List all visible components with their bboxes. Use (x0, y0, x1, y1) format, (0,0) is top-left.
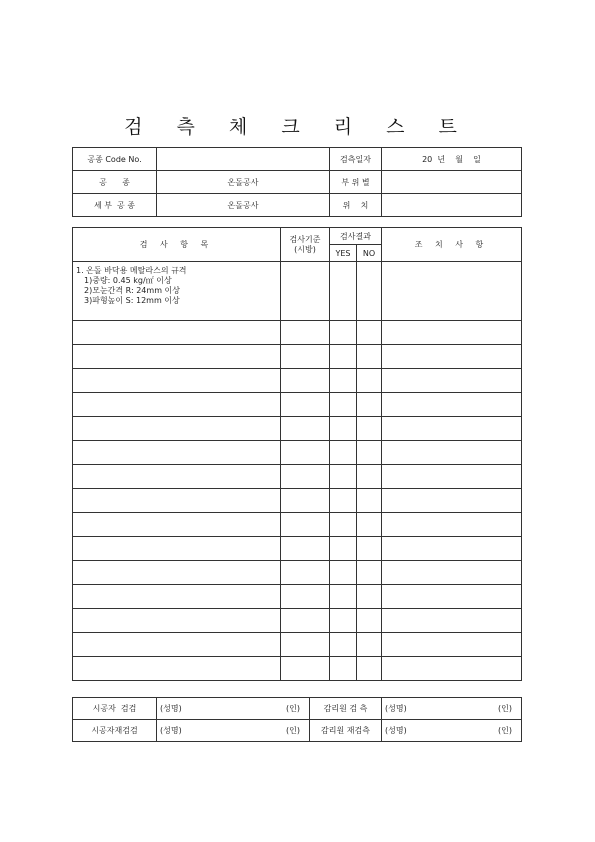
no-cell[interactable] (357, 585, 382, 609)
checklist-table (72, 227, 522, 681)
checklist-row (73, 465, 522, 489)
item-line: 1)중량: 0.45 kg/㎡ 이상 (84, 276, 172, 285)
no-cell[interactable] (357, 561, 382, 585)
yes-cell[interactable] (330, 633, 357, 657)
item-line: 3)파형높이 S: 12mm 이상 (84, 296, 180, 305)
yes-cell[interactable] (330, 441, 357, 465)
supervisor-resign-field[interactable] (382, 720, 522, 742)
standard-cell[interactable] (281, 465, 330, 489)
position-label: 위 치 (330, 194, 382, 217)
item-cell[interactable] (73, 465, 281, 489)
checklist-row (73, 321, 522, 345)
standard-header: 검사기준 (시방) (281, 228, 330, 262)
info-row-code (73, 148, 522, 171)
action-cell[interactable] (382, 369, 522, 393)
item-cell[interactable] (73, 321, 281, 345)
no-cell[interactable] (357, 513, 382, 537)
name-label: (성명) (385, 726, 407, 735)
seal-label: (인) (286, 726, 300, 735)
checklist-row (73, 657, 522, 681)
no-cell[interactable] (357, 393, 382, 417)
item-cell[interactable] (73, 585, 281, 609)
action-header: 조 치 사 항 (382, 228, 522, 262)
action-cell[interactable] (382, 465, 522, 489)
name-label: (성명) (160, 704, 182, 713)
item-cell[interactable] (73, 441, 281, 465)
name-label: (성명) (385, 704, 407, 713)
standard-cell[interactable] (281, 417, 330, 441)
yes-cell[interactable] (330, 609, 357, 633)
checklist-row (73, 561, 522, 585)
contractor-inspect-label: 시공자 검검 (73, 698, 157, 720)
yes-cell[interactable] (330, 417, 357, 441)
action-cell[interactable] (382, 489, 522, 513)
no-cell[interactable] (357, 609, 382, 633)
no-cell[interactable] (357, 657, 382, 681)
no-cell[interactable] (357, 537, 382, 561)
signature-table (72, 697, 522, 742)
standard-cell[interactable] (281, 262, 330, 321)
trade-label: 공 종 (73, 171, 157, 194)
yes-cell[interactable] (330, 262, 357, 321)
item-cell (73, 262, 281, 321)
checklist-row (73, 417, 522, 441)
info-table (72, 147, 522, 217)
item-title: 1. 온돌 바닥용 메탈라스의 규격 (76, 266, 187, 275)
checklist-row (73, 633, 522, 657)
action-cell[interactable] (382, 441, 522, 465)
item-cell[interactable] (73, 609, 281, 633)
date-label: 검측일자 (330, 148, 382, 171)
no-cell[interactable] (357, 465, 382, 489)
action-cell[interactable] (382, 417, 522, 441)
item-cell[interactable] (73, 489, 281, 513)
checklist-row (73, 585, 522, 609)
trade-field[interactable]: 온돌공사 (157, 171, 330, 194)
standard-cell[interactable] (281, 393, 330, 417)
action-cell[interactable] (382, 585, 522, 609)
action-cell[interactable] (382, 345, 522, 369)
item-cell[interactable] (73, 657, 281, 681)
action-cell[interactable] (382, 393, 522, 417)
item-cell[interactable] (73, 345, 281, 369)
no-cell[interactable] (357, 262, 382, 321)
standard-cell[interactable] (281, 489, 330, 513)
action-cell[interactable] (382, 321, 522, 345)
location-label: 부 위 별 (330, 171, 382, 194)
standard-cell[interactable] (281, 369, 330, 393)
page-title: 검 측 체 크 리 스 트 (124, 116, 471, 138)
yes-header: YES (330, 245, 357, 262)
item-cell[interactable] (73, 513, 281, 537)
action-cell[interactable] (382, 537, 522, 561)
checklist-row (73, 393, 522, 417)
action-cell[interactable] (382, 513, 522, 537)
subtrade-field[interactable]: 온돌공사 (157, 194, 330, 217)
no-cell[interactable] (357, 369, 382, 393)
yes-cell[interactable] (330, 393, 357, 417)
action-cell[interactable] (382, 561, 522, 585)
supervisor-sign-field[interactable] (382, 698, 522, 720)
item-cell[interactable] (73, 369, 281, 393)
action-cell[interactable] (382, 609, 522, 633)
yes-cell[interactable] (330, 657, 357, 681)
checklist-row (73, 441, 522, 465)
code-field[interactable] (157, 148, 330, 171)
yes-cell[interactable] (330, 489, 357, 513)
no-cell[interactable] (357, 441, 382, 465)
name-label: (성명) (160, 726, 182, 735)
yes-cell[interactable] (330, 345, 357, 369)
checklist-row (73, 489, 522, 513)
standard-cell[interactable] (281, 633, 330, 657)
no-cell[interactable] (357, 345, 382, 369)
signature-row (73, 720, 522, 742)
yes-cell[interactable] (330, 321, 357, 345)
contractor-resign-field[interactable] (157, 720, 310, 742)
standard-cell[interactable] (281, 321, 330, 345)
item-cell[interactable] (73, 417, 281, 441)
no-cell[interactable] (357, 633, 382, 657)
code-label: 공종 Code No. (73, 148, 157, 171)
standard-cell[interactable] (281, 345, 330, 369)
no-cell[interactable] (357, 321, 382, 345)
no-cell[interactable] (357, 489, 382, 513)
checklist-row (73, 609, 522, 633)
standard-cell[interactable] (281, 585, 330, 609)
item-cell[interactable] (73, 393, 281, 417)
checklist-row (73, 345, 522, 369)
supervisor-inspect-label: 감리원 검 측 (310, 698, 382, 720)
standard-cell[interactable] (281, 513, 330, 537)
checklist-row (73, 262, 522, 321)
seal-label: (인) (498, 726, 512, 735)
action-cell[interactable] (382, 262, 522, 321)
checklist-header-row (73, 228, 522, 245)
standard-cell[interactable] (281, 561, 330, 585)
location-field[interactable] (382, 171, 522, 194)
item-cell[interactable] (73, 633, 281, 657)
yes-cell[interactable] (330, 561, 357, 585)
info-row-trade (73, 171, 522, 194)
signature-row (73, 698, 522, 720)
items-header: 검 사 항 목 (73, 228, 281, 262)
seal-label: (인) (498, 704, 512, 713)
result-header: 검사결과 (330, 228, 382, 245)
action-cell[interactable] (382, 657, 522, 681)
date-field[interactable]: 20 년 월 일 (382, 148, 522, 171)
item-line: 2)모눈간격 R: 24mm 이상 (84, 286, 180, 295)
checklist-row (73, 537, 522, 561)
standard-cell[interactable] (281, 441, 330, 465)
yes-cell[interactable] (330, 585, 357, 609)
checklist-row (73, 513, 522, 537)
action-cell[interactable] (382, 633, 522, 657)
position-field[interactable] (382, 194, 522, 217)
item-cell[interactable] (73, 561, 281, 585)
standard-cell[interactable] (281, 537, 330, 561)
subtrade-label: 세 부 공 종 (73, 194, 157, 217)
checklist-row (73, 369, 522, 393)
standard-cell[interactable] (281, 657, 330, 681)
seal-label: (인) (286, 704, 300, 713)
no-header: NO (357, 245, 382, 262)
supervisor-reinspect-label: 감리원 재검측 (310, 720, 382, 742)
contractor-reinspect-label: 시공자재검검 (73, 720, 157, 742)
item-cell[interactable] (73, 537, 281, 561)
standard-cell[interactable] (281, 609, 330, 633)
no-cell[interactable] (357, 417, 382, 441)
contractor-sign-field[interactable] (157, 698, 310, 720)
yes-cell[interactable] (330, 369, 357, 393)
yes-cell[interactable] (330, 465, 357, 489)
yes-cell[interactable] (330, 513, 357, 537)
info-row-subtrade (73, 194, 522, 217)
yes-cell[interactable] (330, 537, 357, 561)
